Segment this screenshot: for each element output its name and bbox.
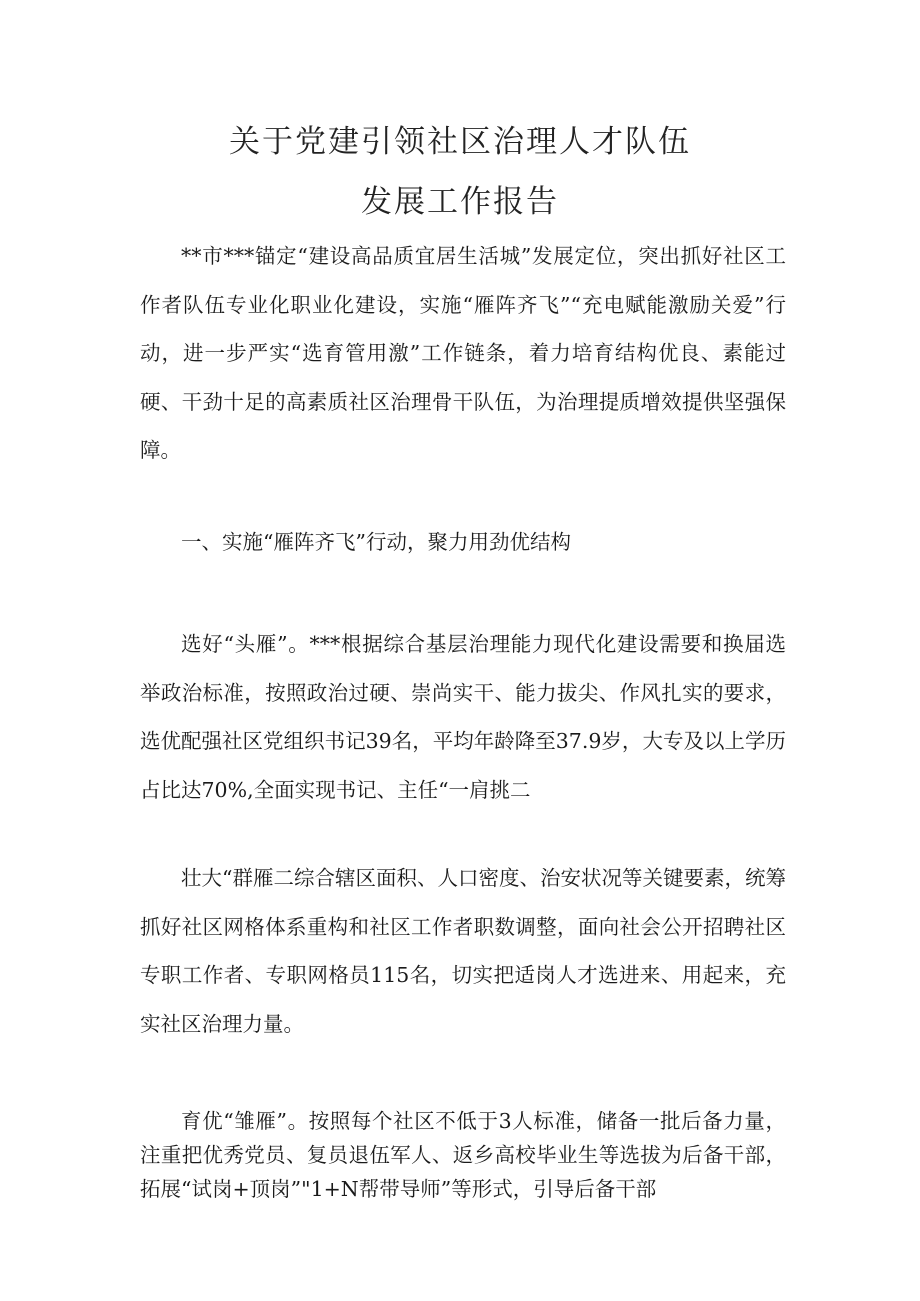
- paragraph-young-geese: 育优“雏雁”。按照每个社区不低于3人标准，储备一批后备力量，注重把优秀党员、复员退伍军人、返乡高校毕业生等选拔为后备干部，拓展“试岗+顶岗”"1+N帮带导师”等形式，引导后备干部: [140, 1109, 786, 1201]
- section-1-heading: 一、实施“雁阵齐飞”行动，聚力用劲优结构: [181, 530, 571, 554]
- document-title-line-1: 关于党建引领社区治理人才队伍: [229, 124, 691, 160]
- intro-paragraph: **市***锚定“建设高品质宜居生活城”发展定位，突出抓好社区工作者队伍专业化职业化建设，实施“雁阵齐飞”“充电赋能激励关爱”行动，进一步严实“选育管用激”工作链条，着力培育结构优良、素能过硬、干劲十足的高素质社区治理骨干队伍，为治理提质增效提供坚强保障。: [140, 244, 786, 462]
- paragraph-flock-geese: 壮大“群雁二综合辖区面积、人口密度、治安状况等关键要素，统筹抓好社区网格体系重构和社区工作者职数调整，面向社会公开招聘社区专职工作者、专职网格员115名，切实把适岗人才选进来、用起来，充实社区治理力量。: [140, 866, 786, 1036]
- paragraph-lead-geese: 选好“头雁”。***根据综合基层治理能力现代化建设需要和换届选举政治标准，按照政治过硬、崇尚实干、能力拔尖、作风扎实的要求，选优配强社区党组织书记39名，平均年龄降至37.9岁，大专及以上学历占比达70%,全面实现书记、主任“一肩挑二: [140, 632, 786, 802]
- document-title-line-2: 发展工作报告: [361, 184, 559, 220]
